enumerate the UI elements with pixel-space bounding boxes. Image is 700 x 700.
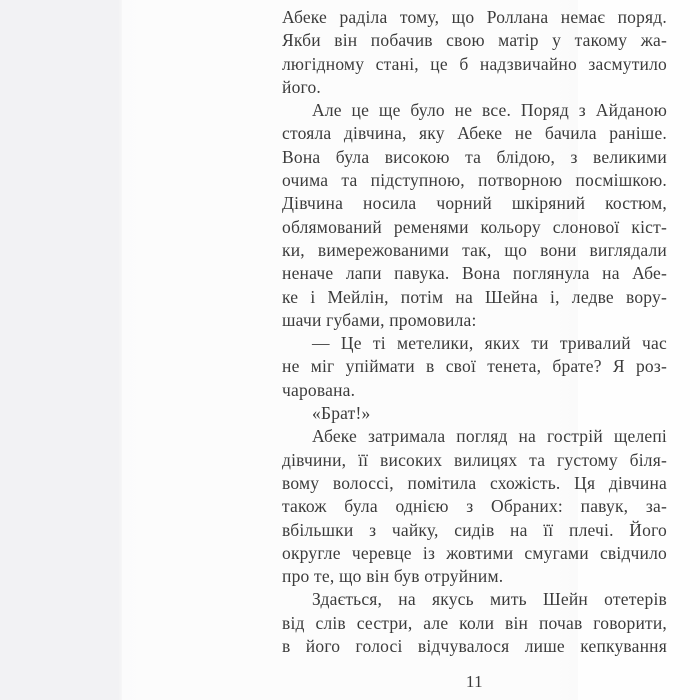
text-line: Абеке раділа тому, що Роллана немає поряд. [282,7,667,27]
text-line: очима та підступною, потворною посмішкою. [282,170,667,191]
text-line: від слів сестри, але коли він почав говорити, [282,612,667,633]
book-page [122,0,667,700]
page-number: 11 [465,672,484,691]
text-line: Вона була високою та блідою, з великими [282,146,667,167]
text-line: — Це ті метелики, яких ти тривалий час [312,333,667,354]
body-text [282,6,667,658]
text-line: «Брат!» [312,403,371,424]
text-line: Здається, на якусь мить Шейн отетерів [312,589,667,610]
text-line: облямований ременями кольору слонової кіст- [282,216,667,237]
text-line: вбільшки з чайку, сидів на її плечі. Його [282,519,667,540]
left-background-strip [0,0,130,700]
text-line: Але це ще було не все. Поряд з Айданою [312,100,667,121]
text-line: Дівчина носила чорний шкіряний костюм, [282,193,667,214]
text-line: вому волоссі, помітила схожість. Ця дівчина [282,472,667,493]
text-line: ке і Мейлін, потім на Шейна і, ледве вору- [282,286,667,307]
text-line: округле черевце із жовтими смугами свідчило [282,542,667,563]
text-line: дівчини, її високих вилицях та густому біля- [282,449,667,470]
text-line: про те, що він був отруйним. [282,566,504,587]
text-line: також була однією з Обраних: павук, за- [282,496,667,517]
text-line: Якби він побачив свою матір у такому жа- [282,30,667,51]
text-line: його. [282,76,321,97]
text-line: стояла дівчина, яку Абеке не бачила раніше. [282,123,667,144]
text-line: шачи губами, промовила: [282,309,477,330]
text-line: в його голосі відчувалося лише кепкування [282,636,667,657]
text-line: не міг упіймати в свої тенета, брате? Я роз- [282,356,667,377]
text-line: люгідному стані, це б надзвичайно засмутило [282,53,667,74]
text-line: Абеке затримала погляд на гострій щелепі [312,426,667,447]
text-line: чарована. [282,379,356,400]
text-line: неначе лапи павука. Вона поглянула на Абе- [282,263,667,284]
text-line: ки, вимережованими так, що вони виглядали [282,239,667,260]
